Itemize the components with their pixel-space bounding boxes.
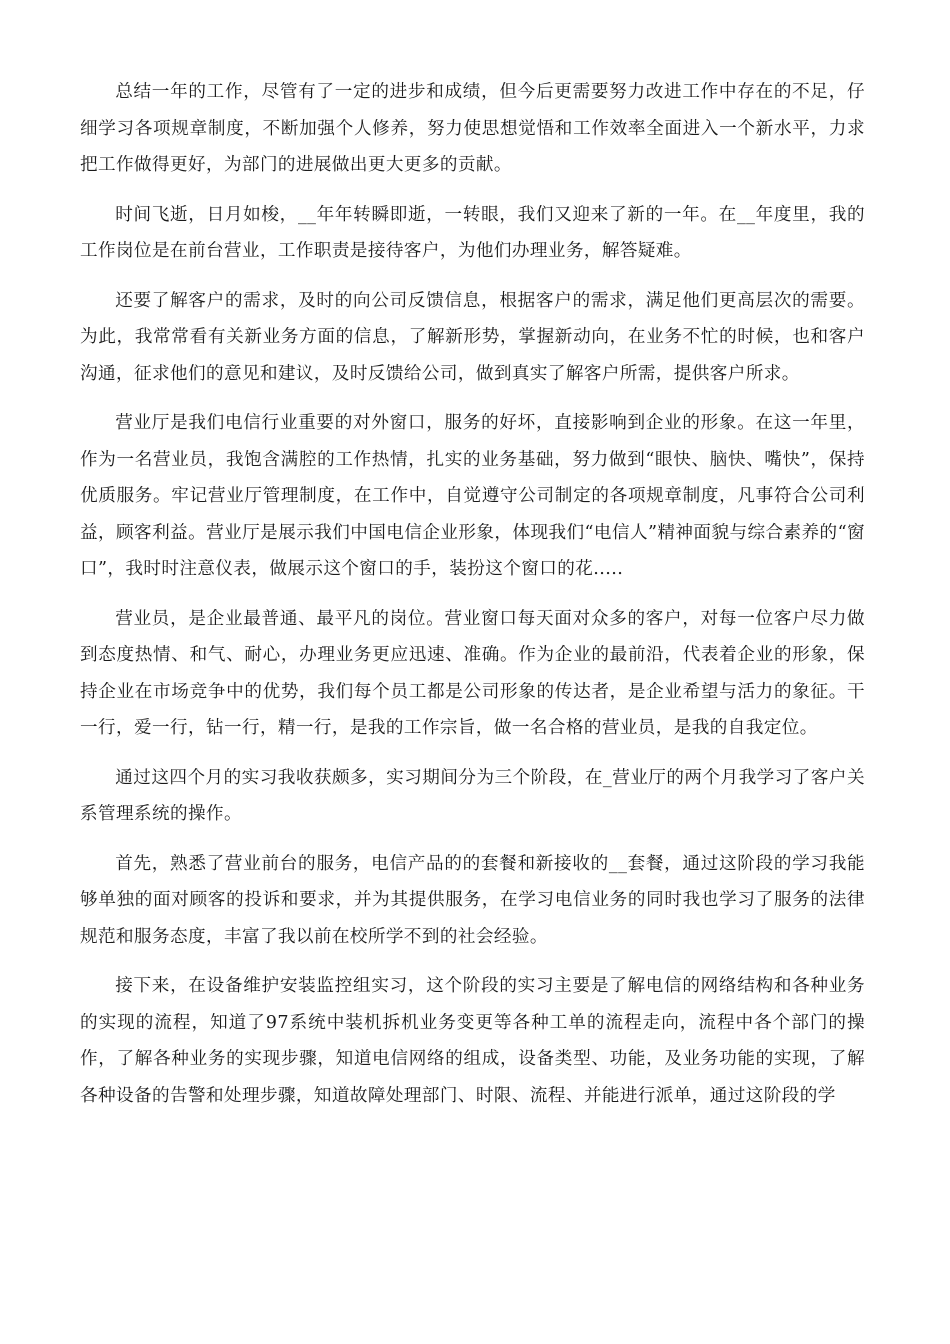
document-page	[80, 74, 865, 1127]
paragraph-service-window: 营业厅是我们电信行业重要的对外窗口，服务的好坏，直接影响到企业的形象。在这一年里，作为一名营业员，我饱含满腔的工作热情，扎实的业务基础，努力做到“眼快、脑快、嘴快”，保持优质服务。牢记营业厅管理制度，在工作中，自觉遵守公司制定的各项规章制度，凡事符合公司利益，顾客利益。营业厅是展示我们中国电信企业形象，体现我们“电信人”精神面貌与综合素养的“窗口”，我时时注意仪表，做展示这个窗口的手，装扮这个窗口的花.....	[80, 413, 865, 579]
paragraph-second-stage: 接下来，在设备维护安装监控组实习，这个阶段的实习主要是了解电信的网络结构和各种业务的实现的流程，知道了97系统中装机拆机业务变更等各种工单的流程走向，流程中各个部门的操作，了解各种业务的实现步骤，知道电信网络的组成，设备类型、功能，及业务功能的实现，了解各种设备的告警和处理步骤，知道故障处理部门、时限、流程、并能进行派单，通过这阶段的学	[80, 976, 865, 1106]
paragraph-summary: 总结一年的工作，尽管有了一定的进步和成绩，但今后更需要努力改进工作中存在的不足，仔细学习各项规章制度，不断加强个人修养，努力使思想觉悟和工作效率全面进入一个新水平，力求把工作做得更好，为部门的进展做出更大更多的贡献。	[80, 82, 865, 175]
paragraph-internship: 通过这四个月的实习我收获颇多，实习期间分为三个阶段，在_营业厅的两个月我学习了客户关系管理系统的操作。	[80, 767, 865, 824]
paragraph-new-year: 时间飞逝，日月如梭，__年年转瞬即逝，一转眼，我们又迎来了新的一年。在__年度里，我的工作岗位是在前台营业，工作职责是接待客户，为他们办理业务，解答疑难。	[80, 204, 865, 261]
paragraph-customer-needs: 还要了解客户的需求，及时的向公司反馈信息，根据客户的需求，满足他们更高层次的需要。为此，我常常看有关新业务方面的信息，了解新形势，掌握新动向，在业务不忙的时候，也和客户沟通，征求他们的意见和建议，及时反馈给公司，做到真实了解客户所需，提供客户所求。	[80, 290, 865, 384]
paragraph-first-stage: 首先，熟悉了营业前台的服务，电信产品的的套餐和新接收的__套餐，通过这阶段的学习我能够单独的面对顾客的投诉和要求，并为其提供服务，在学习电信业务的同时我也学习了服务的法律规范和服务态度，丰富了我以前在校所学不到的社会经验。	[80, 853, 865, 947]
paragraph-clerk-role: 营业员，是企业最普通、最平凡的岗位。营业窗口每天面对众多的客户，对每一位客户尽力做到态度热情、和气、耐心，办理业务更应迅速、准确。作为企业的最前沿，代表着企业的形象，保持企业在市场竞争中的优势，我们每个员工都是公司形象的传达者，是企业希望与活力的象征。干一行，爱一行，钻一行，精一行，是我的工作宗旨，做一名合格的营业员，是我的自我定位。	[80, 608, 865, 738]
